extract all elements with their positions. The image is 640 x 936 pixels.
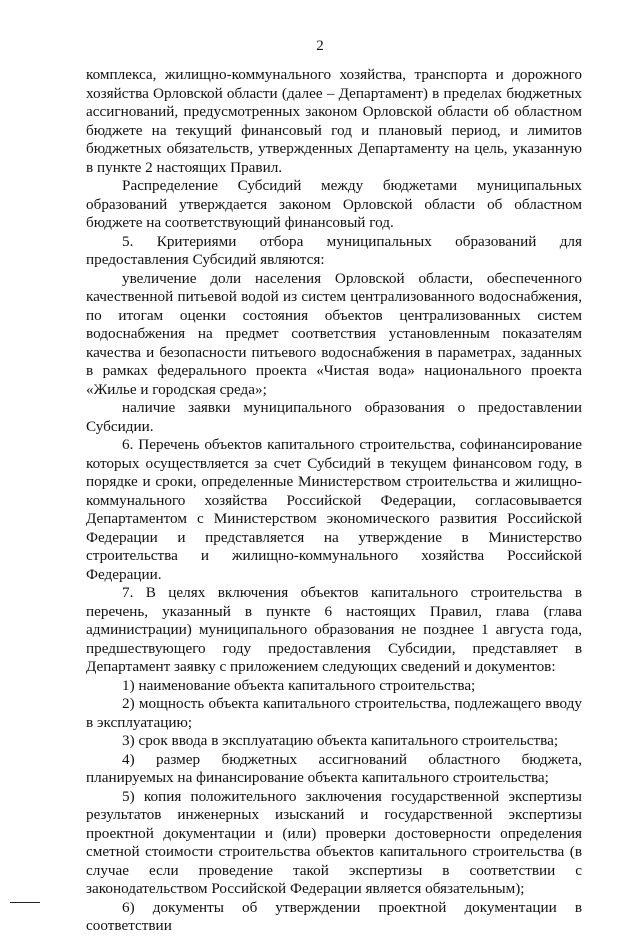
scan-edge-line (10, 902, 40, 903)
paragraph-subsidy-distribution: Распределение Субсидий между бюджетами муниципальных образований утверждается законом Орловской области об областном бюджете на соответствующий финансовый год. (86, 177, 582, 231)
list-item-expertise-copy: 5) копия положительного заключения государственной экспертизы результатов инженерных изысканий и государственной экспертизы проектной документации и (или) проверки достоверности определения сметной стоимости строительства объектов капитального строительства (в случае если проведение такой экспертизы в соответствии с законодательством Российской Федерации является обязательным); (86, 787, 582, 897)
list-item-object-capacity: 2) мощность объекта капитального строительства, подлежащего вводу в эксплуатацию; (86, 695, 582, 731)
paragraph-item-6-object-list: 6. Перечень объектов капитального строительства, софинансирование которых осуществляется за счет Субсидий в текущем финансовом году, в порядке и сроки, определенные Министерством строительства и жилищно-коммунального хозяйства Российской Федерации, согласовывается Департаментом с Министерством экономического развития Российской Федерации и представляется на утверждение в Министерство строительства и жилищно-коммунального хозяйства Российской Федерации. (86, 436, 582, 583)
list-item-project-approval: 6) документы об утверждении проектной документации в соответствии (86, 898, 582, 934)
list-item-budget-allocation: 4) размер бюджетных ассигнований областного бюджета, планируемых на финансирование объекта капитального строительства; (86, 750, 582, 786)
list-item-commissioning-date: 3) срок ввода в эксплуатацию объекта капитального строительства; (122, 732, 559, 749)
list-item-object-name: 1) наименование объекта капитального строительства; (122, 676, 476, 694)
paragraph-selection-criteria: 5. Критериями отбора муниципальных образований для предоставления Субсидий являются: (86, 232, 582, 268)
document-body (86, 66, 582, 936)
paragraph-criterion-water-quality: увеличение доли населения Орловской области, обеспеченного качественной питьевой водой из систем централизованного водоснабжения, по итогам оценки состояния объектов централизованных систем водоснабжения на предмет соответствия установленным показателям качества и безопасности питьевого водоснабжения в параметрах, заданных в рамках федерального проекта «Чистая вода» национального проекта «Жилье и городская среда»; (86, 269, 582, 398)
paragraph-criterion-application: наличие заявки муниципального образования о предоставлении Субсидии. (86, 399, 582, 435)
paragraph-item-7-application: 7. В целях включения объектов капитального строительства в перечень, указанный в пункте 6 настоящих Правил, глава (глава администрации) муниципального образования не позднее 1 августа года, предшествующего году предоставления Субсидии, представляет в Департамент заявку с приложением следующих сведений и документов: (86, 584, 582, 675)
paragraph-department-funding: комплекса, жилищно-коммунального хозяйства, транспорта и дорожного хозяйства Орловской области (далее – Департамент) в пределах бюджетных ассигнований, предусмотренных законом Орловской области об областном бюджете на текущий финансовый год и плановый период, и лимитов бюджетных обязательств, утвержденных Департаменту на цель, указанную в пункте 2 настоящих Правил. (86, 66, 582, 176)
page-number: 2 (316, 38, 324, 54)
